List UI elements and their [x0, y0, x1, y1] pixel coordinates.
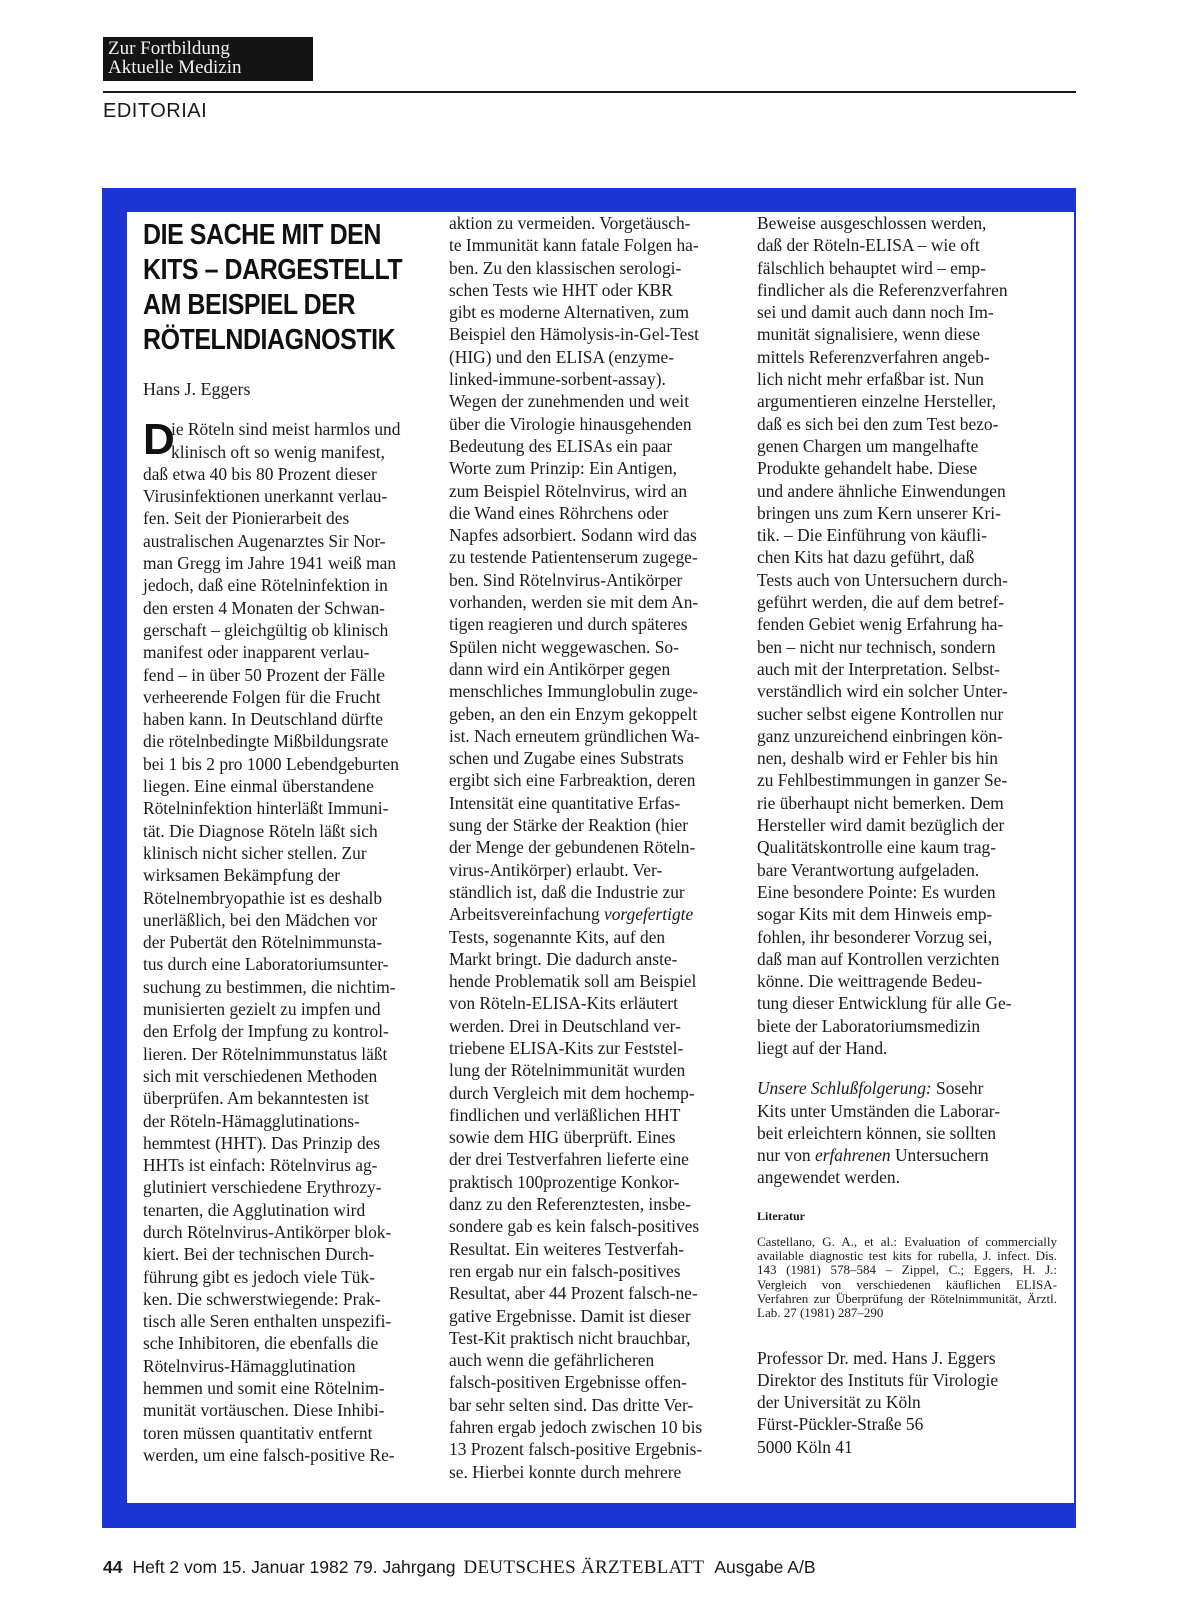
category-label-line1: Zur Fortbildung — [108, 38, 230, 59]
text-line: verständlich wird ein solcher Unter- — [757, 681, 1008, 702]
text-line: hende Problematik soll am Beispiel — [449, 971, 697, 992]
author-name: Hans J. Eggers — [143, 379, 251, 399]
text-line: Worte zum Prinzip: Ein Antigen, — [449, 458, 678, 479]
text-line: daß etwa 40 bis 80 Prozent dieser — [143, 463, 377, 484]
text-line: tigen reagieren und durch späteres — [449, 614, 688, 635]
text-line: haben kann. In Deutschland dürfte — [143, 709, 384, 730]
text-line: menschliches Immunglobulin zuge- — [449, 681, 699, 702]
text-line: auch mit der Interpretation. Selbst- — [757, 658, 1000, 679]
conclusion-label: Unsere Schlußfolgerung: — [757, 1078, 932, 1099]
text-line: gibt es moderne Alternativen, zum — [449, 302, 690, 323]
text-line: man Gregg im Jahre 1941 weiß man — [143, 553, 397, 574]
text-line: den Erfolg der Impfung zu kontrol- — [143, 1021, 389, 1042]
section-heading: EDITORIAI — [103, 100, 208, 122]
text-line: danz zu den Referenztesten, insbe- — [449, 1194, 691, 1215]
text-line: tung dieser Entwicklung für alle Ge- — [757, 993, 1012, 1014]
column-1 — [143, 212, 425, 1466]
text-line: Produkte gehandelt habe. Diese — [757, 458, 978, 479]
text-line: toren müssen quantitativ entfernt — [143, 1422, 373, 1443]
text-line: Eine besondere Pointe: Es wurden — [757, 881, 996, 902]
text-line: 13 Prozent falsch-positive Ergebnis- — [449, 1439, 703, 1460]
text-line: Beweise ausgeschlossen werden, — [757, 213, 987, 233]
text-line: daß es sich bei den zum Test bezo- — [757, 413, 999, 434]
text-line: führung gibt es jedoch viele Tük- — [143, 1266, 375, 1287]
text-line: virus-Antikörper) erlaubt. Ver- — [449, 859, 663, 880]
text-line: Test-Kit praktisch nicht brauchbar, — [449, 1327, 691, 1348]
text-line: tenarten, die Agglutination wird — [143, 1199, 366, 1220]
text-line: geben, an den ein Enzym gekoppelt — [449, 703, 698, 724]
text-line: aktion zu vermeiden. Vorgetäusch- — [449, 213, 691, 233]
column-3 — [757, 212, 1057, 1458]
title-line: RÖTELNDIAGNOSTIK — [143, 324, 396, 356]
page-footer — [103, 1557, 816, 1579]
text-line: unerläßlich, bei den Mädchen vor — [143, 909, 378, 930]
text-line: mittels Referenzverfahren angeb- — [757, 346, 990, 367]
text-line: australischen Augenarztes Sir Nor- — [143, 530, 386, 551]
text-line: se. Hierbei konnte durch mehrere — [449, 1461, 682, 1482]
text-line: ben – nicht nur technisch, sondern — [757, 636, 996, 657]
text-line: wirksamen Bekämpfung der — [143, 865, 341, 886]
author-address — [757, 1347, 1057, 1458]
text-line: fen. Seit der Pionierarbeit des — [143, 508, 350, 529]
text-line: ergibt sich eine Farbreaktion, deren — [449, 770, 696, 791]
text-line: Beispiel den Hämolysis-in-Gel-Test — [449, 324, 699, 345]
text-line: überprüfen. Am bekanntesten ist — [143, 1088, 370, 1109]
text-fragment: Arbeitsvereinfachung — [449, 904, 605, 925]
text-line: geführt werden, die auf dem betref- — [757, 592, 1005, 613]
text-line: HHTs ist einfach: Rötelnvirus ag- — [143, 1155, 378, 1176]
text-fragment: Sosehr — [931, 1078, 984, 1099]
text-line: ken. Die schwerstwiegende: Prak- — [143, 1288, 381, 1309]
text-line: rie überhaupt nicht bemerken. Dem — [757, 792, 1004, 813]
text-line: munität vortäuschen. Diese Inhibi- — [143, 1400, 385, 1421]
conclusion — [757, 1077, 1057, 1188]
text-line: hemmen und somit eine Rötelnim- — [143, 1378, 385, 1399]
journal-name: DEUTSCHES ÄRZTEBLATT — [463, 1557, 705, 1578]
title-line: AM BEISPIEL DER — [143, 289, 356, 321]
text-line: fend – in über 50 Prozent der Fälle — [143, 664, 385, 685]
text-line: ganz unzureichend einbringen kön- — [757, 725, 1003, 746]
text-line: glutiniert verschiedene Erythrozy- — [143, 1177, 382, 1198]
text-line: bringen uns zum Kern unserer Kri- — [757, 502, 1001, 523]
text-line: te Immunität kann fatale Folgen ha- — [449, 235, 699, 256]
text-line: falsch-positiven Ergebnisse offen- — [449, 1372, 687, 1393]
text-line-with-italic — [757, 1077, 1057, 1099]
text-line: jedoch, daß eine Rötelninfektion in — [143, 575, 388, 596]
text-line: munisierten gezielt zu impfen und — [143, 999, 381, 1020]
text-line: gative Ergebnisse. Damit ist dieser — [449, 1305, 691, 1326]
text-line: durch Rötelnvirus-Antikörper blok- — [143, 1221, 392, 1242]
text-line: Kits unter Umständen die Laborar- — [757, 1100, 1001, 1121]
page-number: 44 — [103, 1557, 123, 1577]
text-line: ie Röteln sind meist harmlos und — [171, 419, 401, 440]
text-line: von Röteln-ELISA-Kits erläutert — [449, 993, 678, 1014]
text-line: über die Virologie hinausgehenden — [449, 413, 692, 434]
header-rule — [103, 91, 1076, 93]
col2-lines-b — [449, 926, 749, 1483]
text-line: findlicher als die Referenzverfahren — [757, 279, 1008, 300]
text-line: klinisch oft so wenig manifest, — [171, 441, 385, 462]
text-line: ben. Sind Rötelnvirus-Antikörper — [449, 569, 683, 590]
issue-info: Heft 2 vom 15. Januar 1982 79. Jahrgang — [132, 1557, 456, 1577]
text-line: Hersteller wird damit bezüglich der — [757, 815, 1005, 836]
text-line: Qualitätskontrolle eine kaum trag- — [757, 837, 997, 858]
text-line: sucher selbst eigene Kontrollen nur — [757, 703, 1004, 724]
address-line: 5000 Köln 41 — [757, 1436, 853, 1457]
text-line: den ersten 4 Monaten der Schwan- — [143, 597, 385, 618]
edition-info: Ausgabe A/B — [714, 1557, 816, 1577]
article-panel — [127, 212, 1074, 1503]
drop-cap: D — [143, 415, 175, 465]
text-line: bar sehr selten sind. Das dritte Ver- — [449, 1394, 694, 1415]
text-line: genen Chargen um mangelhafte — [757, 435, 979, 456]
text-line: vorhanden, werden sie mit dem An- — [449, 592, 699, 613]
text-line: findlichen und verläßlichen HHT — [449, 1104, 681, 1125]
text-line: tik. – Die Einführung von käufli- — [757, 525, 987, 546]
text-line: Rötelnembryopathie ist es deshalb — [143, 887, 383, 908]
text-line-with-italic — [449, 903, 749, 925]
text-line: liegt auf der Hand. — [757, 1037, 888, 1058]
text-line: suchung zu bestimmen, die nichtim- — [143, 976, 396, 997]
text-line: dann wird ein Antikörper gegen — [449, 658, 671, 679]
text-line: sche Inhibitoren, die ebenfalls die — [143, 1333, 379, 1354]
text-line: ständlich ist, daß die Industrie zur — [449, 881, 685, 902]
text-line: daß der Röteln-ELISA – wie oft — [757, 235, 980, 256]
text-line: bei 1 bis 2 pro 1000 Lebendgeburten — [143, 753, 399, 774]
text-line: Intensität eine quantitative Erfas- — [449, 792, 681, 813]
text-line: Resultat, aber 44 Prozent falsch-ne- — [449, 1283, 698, 1304]
text-line: Virusinfektionen unerkannt verlau- — [143, 486, 388, 507]
text-line: ben. Zu den klassischen serologi- — [449, 257, 682, 278]
text-line: bare Verantwortung aufgeladen. — [757, 859, 980, 880]
text-line: Resultat. Ein weiteres Testverfah- — [449, 1238, 685, 1259]
address-line: Direktor des Instituts für Virologie — [757, 1369, 999, 1390]
text-line: tisch alle Seren enthalten unspezifi- — [143, 1311, 392, 1332]
category-label — [103, 37, 313, 81]
text-line: sogar Kits mit dem Hinweis emp- — [757, 904, 993, 925]
text-line: angewendet werden. — [757, 1167, 900, 1188]
text-fragment: nur von — [757, 1145, 815, 1166]
text-line: der drei Testverfahren lieferte eine — [449, 1149, 689, 1170]
text-line: Rötelnvirus-Hämagglutination — [143, 1355, 356, 1376]
text-line: zum Beispiel Rötelnvirus, wird an — [449, 480, 688, 501]
text-line: lieren. Der Rötelnimmunstatus läßt — [143, 1043, 388, 1064]
literature-heading: Literatur — [757, 1208, 805, 1223]
article-title — [143, 218, 403, 358]
text-line: Rötelninfektion hinterläßt Immuni- — [143, 798, 389, 819]
text-line: die rötelnbedingte Mißbildungsrate — [143, 731, 389, 752]
title-line: DIE SACHE MIT DEN — [143, 219, 381, 251]
text-line: schen Tests wie HHT oder KBR — [449, 279, 673, 300]
text-line: Tests, sogenannte Kits, auf den — [449, 926, 666, 947]
literature-references: Castellano, G. A., et al.: Evaluation of commercially available diagnostic test kits for rubella, J. infect. Dis. 143 (1981) 578–584 – Zippel, C.; Eggers, H. J.: Vergleich von verschiedenen käuflichen ELISA-Verfahren zur Überprüfung der Rötelnimmunität, Ärztl. Lab. 27 (1981) 287–290 — [757, 1233, 1057, 1321]
col3-lines — [757, 212, 1057, 1059]
column-2 — [449, 212, 749, 1483]
text-line: Tests auch von Untersuchern durch- — [757, 569, 1008, 590]
category-label-line2: Aktuelle Medizin — [108, 57, 242, 78]
text-line: (HIG) und den ELISA (enzyme- — [449, 346, 675, 367]
text-line: munität signalisiere, wenn diese — [757, 324, 981, 345]
text-line: werden, um eine falsch-positive Re- — [143, 1444, 395, 1465]
text-line: auch wenn die gefährlicheren — [449, 1350, 655, 1371]
text-line: biete der Laboratoriumsmedizin — [757, 1015, 981, 1036]
text-fragment: Untersuchern — [890, 1145, 989, 1166]
text-line: daß man auf Kontrollen verzichten — [757, 948, 1000, 969]
text-line: tus durch eine Laboratoriumsunter- — [143, 954, 389, 975]
text-line: fohlen, ihr besonderer Vorzug sei, — [757, 926, 993, 947]
text-line: linked-immune-sorbent-assay). — [449, 369, 666, 390]
text-line: zu testende Patientenserum zugege- — [449, 547, 698, 568]
text-line: hemmtest (HHT). Das Prinzip des — [143, 1132, 381, 1153]
text-line: nen, deshalb wird er Fehler bis hin — [757, 748, 998, 769]
italic-term: erfahrenen — [814, 1145, 891, 1166]
title-line: KITS – DARGESTELLT — [143, 254, 403, 286]
text-line: liegen. Eine einmal überstandene — [143, 776, 374, 797]
text-line: lich nicht mehr erfaßbar ist. Nun — [757, 369, 984, 390]
text-line: fälschlich behauptet wird – emp- — [757, 257, 986, 278]
text-line: gerschaft – gleichgültig ob klinisch — [143, 619, 389, 640]
text-line: und andere ähnliche Einwendungen — [757, 480, 1006, 501]
text-line: verheerende Folgen für die Frucht — [143, 686, 381, 707]
text-line: der Pubertät den Rötelnimmunsta- — [143, 932, 383, 953]
text-line: klinisch nicht sicher stellen. Zur — [143, 842, 367, 863]
text-line: praktisch 100prozentige Konkor- — [449, 1171, 680, 1192]
text-line: schen und Zugabe eines Substrats — [449, 748, 684, 769]
address-line: Fürst-Pückler-Straße 56 — [757, 1414, 924, 1435]
text-line: sung der Stärke der Reaktion (hier — [449, 815, 689, 836]
text-line: Napfes adsorbiert. Sodann wird das — [449, 525, 697, 546]
text-line: sondere gab es kein falsch-positives — [449, 1216, 700, 1237]
address-line: der Universität zu Köln — [757, 1392, 921, 1413]
text-line: sowie dem HIG überprüft. Eines — [449, 1127, 676, 1148]
text-line: ist. Nach erneutem gründlichen Wa- — [449, 725, 700, 746]
text-line: zu Fehlbestimmungen in ganzer Se- — [757, 770, 1008, 791]
text-line: die Wand eines Röhrchens oder — [449, 502, 669, 523]
text-line: der Röteln-Hämagglutinations- — [143, 1110, 360, 1131]
body-text-col1 — [143, 415, 425, 1466]
text-line: beit erleichtern können, sie sollten — [757, 1122, 997, 1143]
text-line: Spülen nicht weggewaschen. So- — [449, 636, 679, 657]
text-line-with-italic — [757, 1144, 1057, 1166]
text-line: Wegen der zunehmenden und weit — [449, 391, 690, 412]
text-line: fenden Gebiet wenig Erfahrung ha- — [757, 614, 1004, 635]
address-line: Professor Dr. med. Hans J. Eggers — [757, 1347, 996, 1368]
text-line: ren ergab nur ein falsch-positives — [449, 1260, 681, 1281]
text-line: Bedeutung des ELISAs ein paar — [449, 435, 673, 456]
text-line: sich mit verschiedenen Methoden — [143, 1065, 378, 1086]
text-line: lung der Rötelnimmunität wurden — [449, 1060, 686, 1081]
text-line: Markt bringt. Die dadurch anste- — [449, 948, 678, 969]
col2-lines-a — [449, 212, 749, 903]
col1-lines — [143, 463, 425, 1466]
italic-term: vorgefertigte — [604, 904, 694, 925]
text-line: argumentieren einzelne Hersteller, — [757, 391, 996, 412]
text-line: könne. Die weittragende Bedeu- — [757, 971, 983, 992]
text-line: sei und damit auch dann noch Im- — [757, 302, 994, 323]
text-line: kiert. Bei der technischen Durch- — [143, 1244, 375, 1265]
text-line: manifest oder inapparent verlau- — [143, 642, 370, 663]
text-line: werden. Drei in Deutschland ver- — [449, 1015, 681, 1036]
text-line: durch Vergleich mit dem hochemp- — [449, 1082, 695, 1103]
text-line: tät. Die Diagnose Röteln läßt sich — [143, 820, 378, 841]
text-line: fahren ergab jedoch zwischen 10 bis — [449, 1417, 703, 1438]
text-line: triebene ELISA-Kits zur Feststel- — [449, 1037, 684, 1058]
text-line: chen Kits hat dazu geführt, daß — [757, 547, 975, 568]
text-line: der Menge der gebundenen Röteln- — [449, 837, 696, 858]
